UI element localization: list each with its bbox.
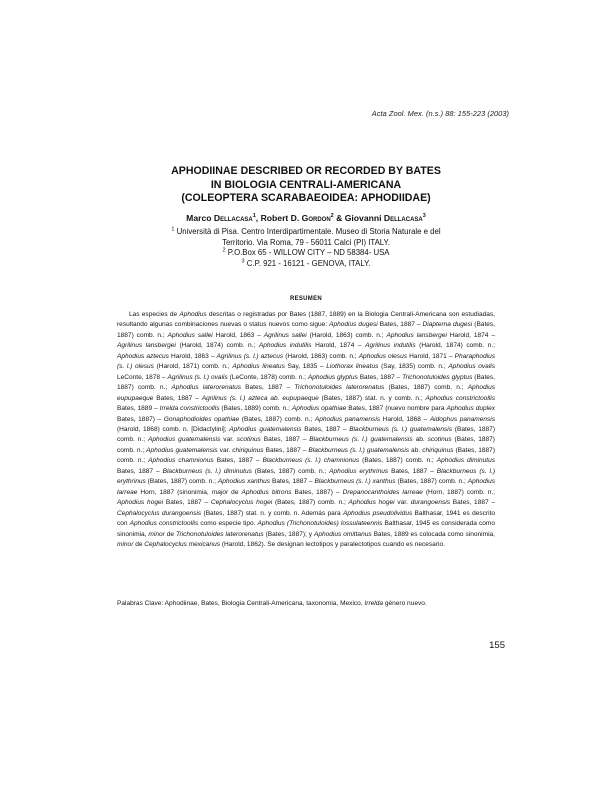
taxon-name: Aphodius opathiae — [291, 405, 347, 413]
affiliation-mark: 3 — [241, 258, 245, 265]
taxon-name: Aphodius guatemalensis — [147, 436, 221, 444]
taxon-name: Blackburneus (s. l.) guatemalensis — [308, 446, 410, 454]
abstract-text-run: Harold, 1871 – — [407, 352, 455, 360]
keywords-label: Palabras Clave: — [117, 600, 164, 607]
title-line: IN BIOLOGIA CENTRALI-AMERICANA — [210, 178, 402, 191]
affiliation-line — [100, 227, 512, 238]
taxon-name: major — [211, 488, 229, 496]
affiliation-text: P.O.Box 65 - WILLOW CITY – ND 58384- USA — [227, 248, 390, 258]
taxon-name: Aphodius larreae — [117, 478, 496, 496]
taxon-name: minor — [148, 530, 165, 538]
abstract-text-run: Bates, 1887 (nuevo nombre para — [346, 405, 447, 413]
taxon-name: Trichonotuloides laterorenatus — [175, 530, 264, 538]
abstract-text-run: (Harold, 1862). Se designan lectotipos y paralectotipos cuando es necesario. — [220, 540, 445, 548]
taxon-name: Aphodius glyptus — [307, 373, 358, 381]
taxon-name: Blackburneus (s. l.) guatemalensis — [349, 425, 453, 433]
abstract-text-run: Bates, 1887 – — [377, 321, 423, 329]
title-line: (COLEOPTERA SCARABAEOIDEA: APHODIIDAE) — [181, 192, 431, 205]
abstract-text-run: (Harold, 1863) comb. n.; — [283, 352, 359, 360]
taxon-name: Aphodius diminutus — [436, 457, 496, 465]
taxon-name: Aphodius eupupaeque — [117, 384, 495, 402]
abstract-text-run: (Harold, 1874) comb. n.; — [415, 342, 496, 350]
abstract-text-run: var. — [220, 436, 237, 444]
abstract-text-run: de — [164, 530, 176, 538]
taxon-name: Aphodius hogei — [117, 499, 164, 507]
affiliation-text: C.P. 921 - 16121 - GENOVA, ITALY. — [246, 258, 371, 268]
author-given-name: Robert D. — [260, 213, 300, 223]
abstract-text-run: género nuevo. — [383, 600, 427, 607]
abstract-text-run: (Bates, 1887) comb. n.; — [272, 499, 349, 507]
abstract-text-run: (Bates, 1887) comb. n.; — [117, 436, 495, 454]
abstract-text-run: var. — [394, 499, 411, 507]
taxon-name: Blackburneus (s. l.) erythrinus — [117, 467, 495, 486]
abstract-text-run: Bates, 1889 es colocada como sinonimia, — [371, 530, 495, 538]
taxon-name: Trichonotuloides glyptus — [402, 373, 473, 381]
affiliation-mark: 2 — [222, 247, 226, 254]
taxon-name: durangoensis — [410, 499, 450, 507]
abstract-text-run: descritas o registradas por Bates (1887, 1889) en la Biologia Centrali-Americana son estudiadas, resultando algunas combinaciones nuevas o status nuevos como sigue: — [117, 311, 495, 329]
abstract-text-run: como especie tipo. — [198, 520, 258, 528]
taxon-name: Aphodius aztecus — [117, 352, 169, 360]
abstract-text-run: Las especies de — [129, 311, 180, 318]
abstract-text-run: (Horn, 1887) comb. n.; — [422, 488, 495, 496]
abstract-text-run: (Bates, 1887) comb. n.; — [384, 384, 468, 392]
taxon-name: Pharaphodius (s. l.) olesus — [117, 352, 496, 371]
taxon-name: Gonaphodioides opathiae — [163, 415, 240, 423]
abstract-text-run: Bates, 1887 – — [270, 478, 315, 486]
abstract-text-run: (Bates, 1887); y — [263, 530, 314, 538]
affiliation-text: Università di Pisa. Centro Interdipartimentale. Museo di Storia Naturale e del — [176, 227, 441, 236]
taxon-name: Agrilinus (s. l.) azteca ab. eupupaeque — [201, 394, 319, 402]
taxon-name: Agrilinus (s. l.) ovalis — [167, 373, 228, 381]
taxon-name: Aphodius olesus — [358, 352, 407, 360]
taxon-name: scotinus — [236, 436, 261, 444]
abstract-text-run: de — [228, 488, 242, 496]
affiliation-text: Territorio. Via Roma, 79 - 56011 Calci (PI) ITALY. — [222, 237, 390, 247]
abstract-text-run: Bates, 1887 – — [163, 499, 211, 507]
author-list — [100, 213, 512, 224]
author-separator: , — [255, 213, 261, 223]
affiliation-line — [100, 238, 512, 249]
abstract-text-run: Bates, 1887 – — [213, 457, 263, 465]
author-family-name: Gordon — [301, 213, 331, 223]
taxon-name: Aphodius omittanus — [314, 530, 372, 538]
author-affiliation-mark: 3 — [422, 213, 426, 220]
taxon-name: Drepanocanthoides larreae — [342, 488, 423, 496]
abstract-text-run: Bates, 1887 – — [357, 373, 403, 381]
abstract-text-run: Bates, 1887 – — [263, 446, 309, 454]
abstract-text-run: (Bates, 1889) comb. n.; — [219, 405, 292, 413]
abstract-text-run: (Harold, 1874) comb. n.; — [175, 342, 259, 350]
taxon-name: Aphodius guatemalensis — [146, 446, 218, 454]
abstract-text-run: Bates, 1887 – — [241, 384, 295, 392]
taxon-name: Aphodius laterorenatus — [171, 384, 241, 392]
author-affiliation-mark: 2 — [330, 213, 334, 220]
abstract-text-run: (Bates, 1887) comb. n.; — [117, 373, 495, 392]
abstract-text-run: Harold, 1874 – — [311, 342, 366, 350]
taxon-name: Aphodius duplex — [446, 405, 496, 413]
keywords — [117, 599, 501, 609]
abstract-text-run: (Bates, 1887) stat. n. y comb. n. Además para — [201, 509, 343, 517]
affiliation-mark: 1 — [171, 226, 175, 233]
taxon-name: Aphodius xanthus — [217, 478, 271, 486]
abstract-body — [117, 310, 495, 550]
abstract-text-run: Harold, 1868 – — [380, 415, 430, 423]
taxon-name: Blackburneus (s. l.) diminutus — [162, 467, 252, 475]
taxon-name: Agrilinus sallei — [263, 331, 307, 339]
abstract-text-run: Bates, 1887 – — [153, 394, 202, 402]
abstract-text-run: Bates, 1889 – — [117, 405, 160, 413]
taxon-name: Aphodius lineatus — [232, 363, 285, 371]
abstract-text-run: de — [133, 540, 145, 548]
abstract-text-run: (Bates, 1887) comb. n.; — [359, 457, 437, 465]
abstract-text-run: Bates, 1887 – — [301, 425, 350, 433]
abstract-text-run: (Say, 1835) comb. n.; — [378, 363, 449, 371]
abstract-text-run: (Bates, 1887) comb. n.; — [117, 446, 495, 465]
taxon-name: Blackburneus (s. l.) guatemalensis — [309, 436, 413, 444]
taxon-name: Agrilinus lansbergei — [117, 342, 176, 350]
taxon-name: Liothorax lineatus — [326, 363, 379, 371]
taxon-name: Irrelda constrictoollis — [159, 405, 220, 413]
journal-reference: Acta Zool. Mex. (n.s.) 88: 155-223 (2003) — [371, 109, 509, 118]
abstract-text-run: (Bates, 1887) comb. n.; — [251, 467, 330, 475]
author-family-name: Dellacasa — [383, 213, 423, 223]
article-title — [100, 165, 512, 206]
taxon-name: Aphodius indutilis — [258, 342, 312, 350]
taxon-name: Cephalocyclus durangoensis — [117, 509, 202, 517]
abstract-text-run: Balthasar, 1945 es considerada como sinonimia, — [117, 520, 495, 538]
taxon-name: Aphodius chamnionus — [148, 457, 214, 465]
abstract-text-run: Harold, 1863 – — [168, 352, 217, 360]
abstract-text-run: Bates, 1887 – — [388, 467, 437, 475]
abstract-text-run: (Bates, 1887) comb. n.; — [145, 478, 218, 486]
taxon-name: Aphodius bitrons — [241, 488, 292, 496]
taxon-name: Agrilinus indutilis — [365, 342, 416, 350]
abstract-heading: RESUMEN — [289, 296, 323, 302]
abstract-text-run: (Bates, 1887) comb. n.; — [395, 478, 468, 486]
abstract-text-run: Horn, 1887 (sinonimia, — [137, 488, 212, 496]
taxon-name: chiriquinus — [232, 446, 264, 454]
taxon-name: Aidophus panamensis — [429, 415, 496, 423]
taxon-name: Aphodius panamensis — [314, 415, 381, 423]
author-given-name: Giovanni — [344, 213, 382, 223]
taxon-name: Blackburneus (s. l.) chamnionus — [262, 457, 360, 465]
abstract-text-run: Bates, 1887) – — [291, 488, 343, 496]
taxon-name: Cephalocyclus mexicanus — [144, 540, 220, 548]
taxon-name: Aphodius erythrinus — [329, 467, 389, 475]
abstract-text-run: (Harold, 1868) comb. n. [Didactylini]; — [117, 425, 230, 433]
abstract-text-run: Harold, 1874 – — [446, 331, 495, 339]
taxon-name: Aphodius pseudolividus — [342, 509, 413, 517]
abstract-text-run: Bates, 1887 – — [117, 467, 163, 475]
abstract-text-run: Aphodiinae, Bates, Biologia Centrali-Americana, taxonomia, Mexico, — [163, 600, 365, 607]
abstract-text-run: (Bates, 1887) comb. n.; — [117, 425, 495, 444]
taxon-name: Blackburneus (s. l.) xanthus — [314, 478, 396, 486]
affiliations — [100, 227, 512, 269]
taxon-name: Aphodius guatemalensis — [229, 425, 302, 433]
abstract-text-run: LeConte, 1878 – — [117, 373, 168, 381]
taxon-name: scotinus — [427, 436, 452, 444]
abstract-text-run: Balthasar, 1941 es descrito con — [117, 509, 496, 528]
taxon-name: Aphodius lansbergei — [386, 331, 447, 339]
author-given-name: Marco — [186, 213, 212, 223]
abstract-text-run: Bates, 1887) – — [117, 415, 164, 423]
taxon-name: Diapterna dugesi — [422, 321, 473, 329]
abstract-text-run: Harold, 1863 – — [212, 331, 264, 339]
taxon-name: Trichonotuloides laterorenatus — [294, 384, 385, 392]
affiliation-line — [100, 259, 512, 270]
taxon-name: Aphodius sallei — [167, 331, 213, 339]
abstract-text-run: (LeConte, 1878) comb. n.; — [227, 373, 308, 381]
author-affiliation-mark: 1 — [252, 213, 256, 220]
abstract-text-run: var. — [217, 446, 233, 454]
taxon-name: Agrilinus (s. l.) aztecus — [216, 352, 284, 360]
affiliation-line — [100, 248, 512, 259]
taxon-name: Aphodius constrictoollis — [129, 520, 199, 528]
abstract-text-run: (Bates, 1887) comb. n.; — [239, 415, 315, 423]
page-number: 155 — [489, 640, 505, 651]
taxon-name: Aphodius hogei — [348, 499, 395, 507]
taxon-name: Aphodius (Trichonotuloides) lossulateennis — [257, 520, 383, 528]
abstract-text-run: (Harold, 1863) comb. n.; — [306, 331, 387, 339]
author-family-name: Dellacasa — [213, 213, 253, 223]
abstract-text-run: Bates, 1887 – — [450, 499, 496, 507]
abstract-text-run: Say, 1835 – — [284, 363, 327, 371]
author-separator: & — [333, 213, 345, 223]
abstract-text-run: (Bates, 1887) stat. n. y comb. n.; — [318, 394, 426, 402]
taxon-name: minor — [117, 540, 134, 548]
abstract-text-run: ab. — [412, 436, 428, 444]
taxon-name: Cephalocyclus hogei — [210, 499, 273, 507]
abstract-text-run: ab. — [409, 446, 423, 454]
taxon-name: Aphodius constrictoollis — [425, 394, 495, 402]
taxon-name: chiriquinus — [422, 446, 454, 454]
taxon-name: Aphodius ovalis — [448, 363, 495, 371]
abstract-text-run: (Bates, 1887) comb. n.; — [117, 321, 496, 339]
title-line: APHODIINAE DESCRIBED OR RECORDED BY BATES — [171, 165, 441, 177]
taxon-name: Irrelda — [364, 600, 384, 607]
abstract-text-run: (Harold, 1871) comb. n.; — [153, 363, 233, 371]
abstract-text-run: Bates, 1887 – — [260, 436, 310, 444]
taxon-name: Aphodius dugesi — [329, 321, 378, 329]
taxon-name: Aphodius — [179, 311, 207, 318]
